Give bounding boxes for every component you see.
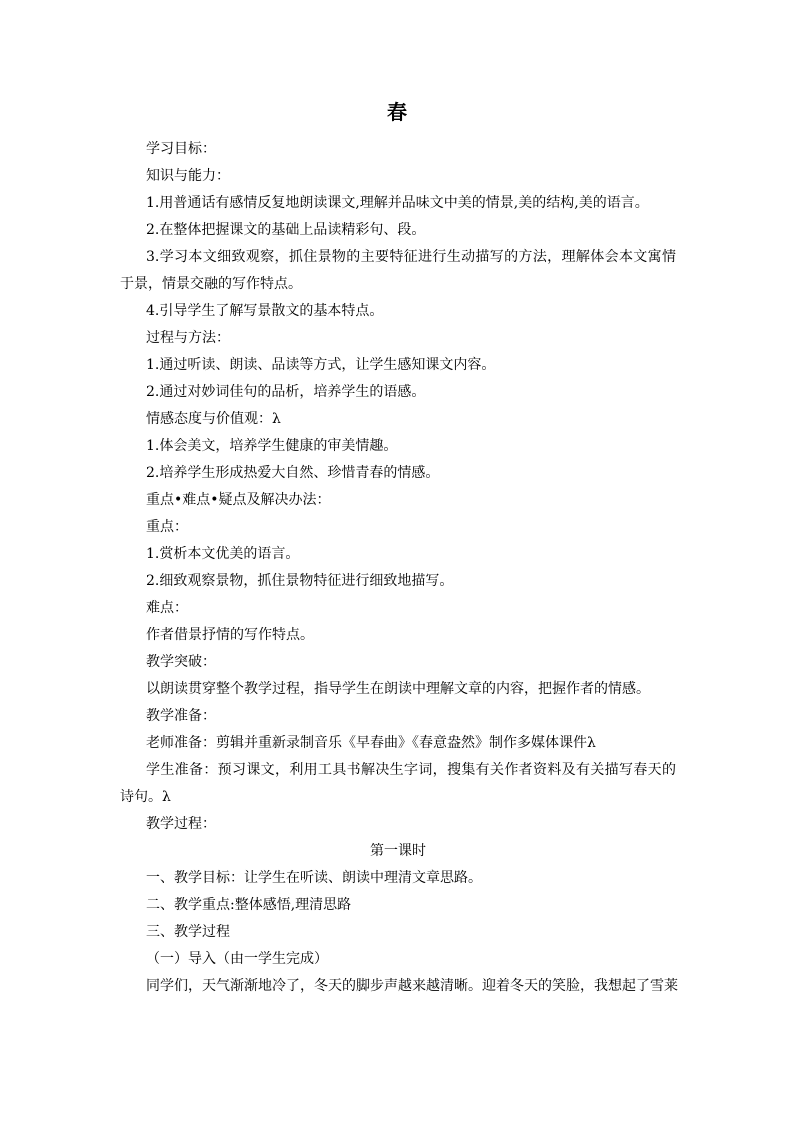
paragraph: 一、教学目标：让学生在听读、朗读中理清文章思路。	[146, 870, 482, 886]
paragraph: 学生准备：预习课文，利用工具书解决生字词，搜集有关作者资料及有关描写春天的诗句。λ	[120, 762, 676, 805]
document-title: 春	[387, 100, 407, 124]
paragraph: 教学过程：	[146, 816, 216, 832]
paragraph: 作者借景抒情的写作特点。	[146, 627, 314, 643]
paragraph: 2.细致观察景物，抓住景物特征进行细致地描写。	[146, 573, 454, 589]
paragraph: 教学准备：	[146, 708, 216, 724]
paragraph: 3.学习本文细致观察，抓住景物的主要特征进行生动描写的方法，理解体会本文寓情于景，情景交融的写作特点。	[120, 249, 676, 292]
paragraph: 难点：	[146, 600, 188, 616]
paragraph: 2.在整体把握课文的基础上品读精彩句、段。	[146, 222, 426, 238]
paragraph: 三、教学过程	[146, 924, 230, 940]
paragraph: 4.引导学生了解写景散文的基本特点。	[146, 303, 384, 319]
paragraph: 知识与能力：	[146, 168, 230, 184]
paragraph: 情感态度与价值观：λ	[146, 411, 281, 427]
paragraph: 2.培养学生形成热爱大自然、珍惜青春的情感。	[146, 465, 440, 481]
paragraph: 以朗读贯穿整个教学过程，指导学生在朗读中理解文章的内容，把握作者的情感。	[146, 681, 650, 697]
paragraph: 同学们，天气渐渐地冷了，冬天的脚步声越来越清晰。迎着冬天的笑脸，我想起了雪莱	[146, 978, 678, 994]
paragraph: 老师准备：剪辑并重新录制音乐《早春曲》《春意盎然》制作多媒体课件λ	[146, 735, 596, 751]
paragraph: 1.赏析本文优美的语言。	[146, 546, 300, 562]
paragraph: （一）导入（由一学生完成）	[146, 951, 328, 967]
document-body	[120, 136, 676, 1000]
paragraph: 过程与方法：	[146, 330, 230, 346]
paragraph: 教学突破：	[146, 654, 216, 670]
paragraph: 重点：	[146, 519, 188, 535]
paragraph: 1.通过听读、朗读、品读等方式，让学生感知课文内容。	[146, 357, 496, 373]
paragraph: 重点•难点•疑点及解决办法：	[146, 492, 331, 508]
paragraph: 二、教学重点:整体感悟,理清思路	[146, 897, 352, 913]
paragraph: 2.通过对妙词佳句的品析，培养学生的语感。	[146, 384, 426, 400]
paragraph: 第一课时	[370, 843, 426, 859]
paragraph: 1.用普通话有感情反复地朗读课文,理解并品味文中美的情景,美的结构,美的语言。	[146, 195, 649, 211]
paragraph: 1.体会美文，培养学生健康的审美情趣。	[146, 438, 398, 454]
paragraph: 学习目标：	[146, 141, 216, 157]
